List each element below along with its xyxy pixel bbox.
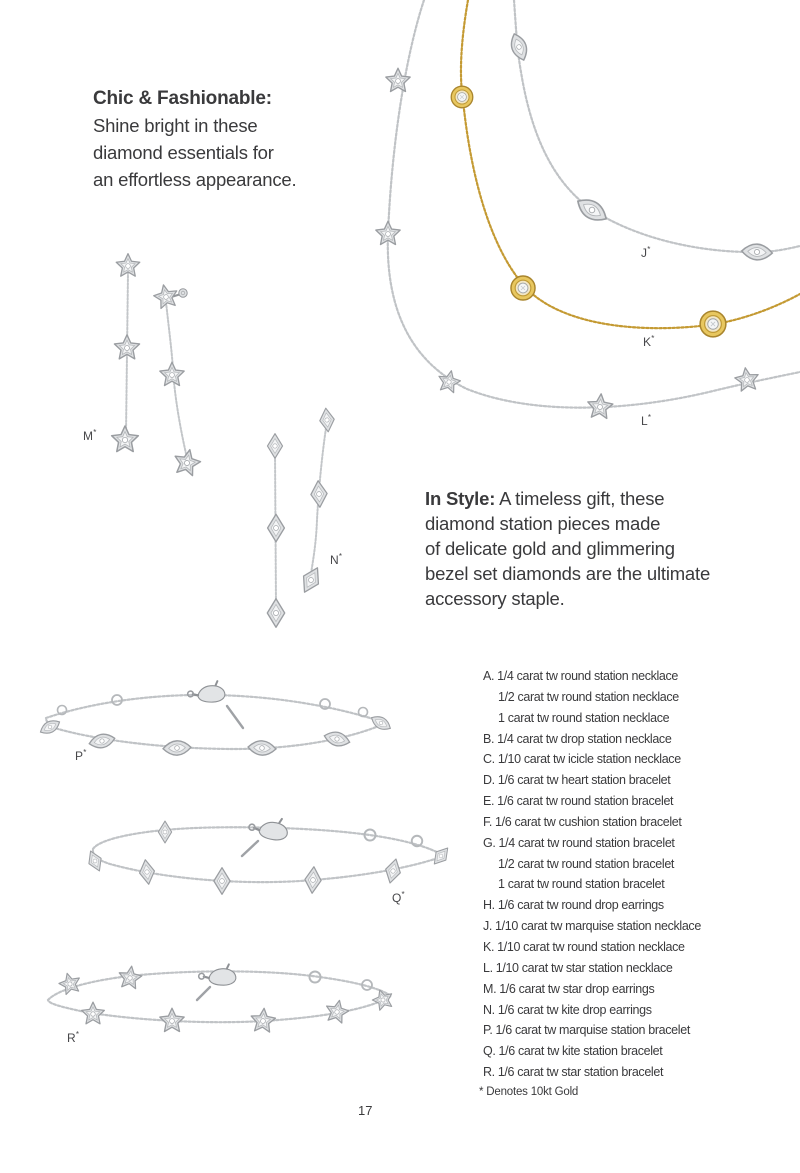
- label-j: J*: [641, 245, 651, 260]
- intro-heading: Chic & Fashionable:: [93, 88, 272, 109]
- in-style-line: In Style: A timeless gift, these: [425, 488, 665, 509]
- in-style-line: accessory staple.: [425, 588, 565, 609]
- intro-line: Shine bright in these: [93, 115, 258, 136]
- label-k: K*: [643, 334, 655, 349]
- intro-line: diamond essentials for: [93, 142, 274, 163]
- list-item: 1/2 carat tw round station necklace: [498, 689, 679, 704]
- in-style-line: diamond station pieces made: [425, 513, 661, 534]
- gold-footnote: * Denotes 10kt Gold: [479, 1086, 579, 1098]
- list-item: R. 1/6 carat tw star station bracelet: [483, 1065, 664, 1080]
- intro-line: an effortless appearance.: [93, 169, 297, 190]
- label-n: N*: [330, 552, 343, 567]
- list-item: G. 1/4 carat tw round station bracelet: [483, 835, 675, 850]
- list-item: H. 1/6 carat tw round drop earrings: [483, 898, 664, 913]
- label-m: M*: [83, 428, 97, 443]
- label-l: L*: [641, 413, 652, 428]
- list-item: L. 1/10 carat tw star station necklace: [483, 960, 673, 975]
- list-item: J. 1/10 carat tw marquise station necklace: [483, 919, 701, 934]
- list-item: F. 1/6 carat tw cushion station bracelet: [483, 814, 682, 829]
- list-item: 1 carat tw round station necklace: [498, 710, 670, 725]
- product-list: [483, 666, 701, 1083]
- intro-blurb: [93, 85, 296, 193]
- list-item: N. 1/6 carat tw kite drop earrings: [483, 1002, 652, 1017]
- list-item: M. 1/6 carat tw star drop earrings: [483, 981, 655, 996]
- list-item: Q. 1/6 carat tw kite station bracelet: [483, 1044, 663, 1059]
- in-style-line: of delicate gold and glimmering: [425, 538, 675, 559]
- earrings-n-kite-drop: [267, 407, 335, 627]
- necklace-k-gold-round-station: [451, 0, 800, 337]
- label-p: P*: [75, 748, 87, 763]
- list-item: D. 1/6 carat tw heart station bracelet: [483, 773, 671, 788]
- list-item: 1/2 carat tw round station bracelet: [498, 856, 675, 871]
- list-item: A. 1/4 carat tw round station necklace: [483, 669, 679, 683]
- list-item: C. 1/10 carat tw icicle station necklace: [483, 752, 681, 767]
- bracelet-p-marquise-station: [38, 681, 393, 757]
- in-style-heading: In Style:: [425, 488, 496, 509]
- list-item: 1 carat tw round station bracelet: [498, 877, 665, 892]
- page-number: 17: [358, 1103, 373, 1118]
- earrings-m-star-drop: [112, 254, 203, 477]
- list-item: E. 1/6 carat tw round station bracelet: [483, 794, 674, 809]
- list-item: P. 1/6 carat tw marquise station bracelet: [483, 1023, 690, 1038]
- bracelet-q-kite-station: [84, 817, 452, 895]
- list-item: K. 1/10 carat tw round station necklace: [483, 939, 685, 954]
- necklace-j-marquise-station: [508, 0, 800, 261]
- list-item: B. 1/4 carat tw drop station necklace: [483, 731, 672, 746]
- label-r: R*: [67, 1030, 80, 1045]
- in-style-line: bezel set diamonds are the ultimate: [425, 563, 711, 584]
- label-q: Q*: [392, 890, 405, 905]
- bracelet-r-star-station: [48, 964, 395, 1033]
- in-style-blurb: [425, 486, 725, 611]
